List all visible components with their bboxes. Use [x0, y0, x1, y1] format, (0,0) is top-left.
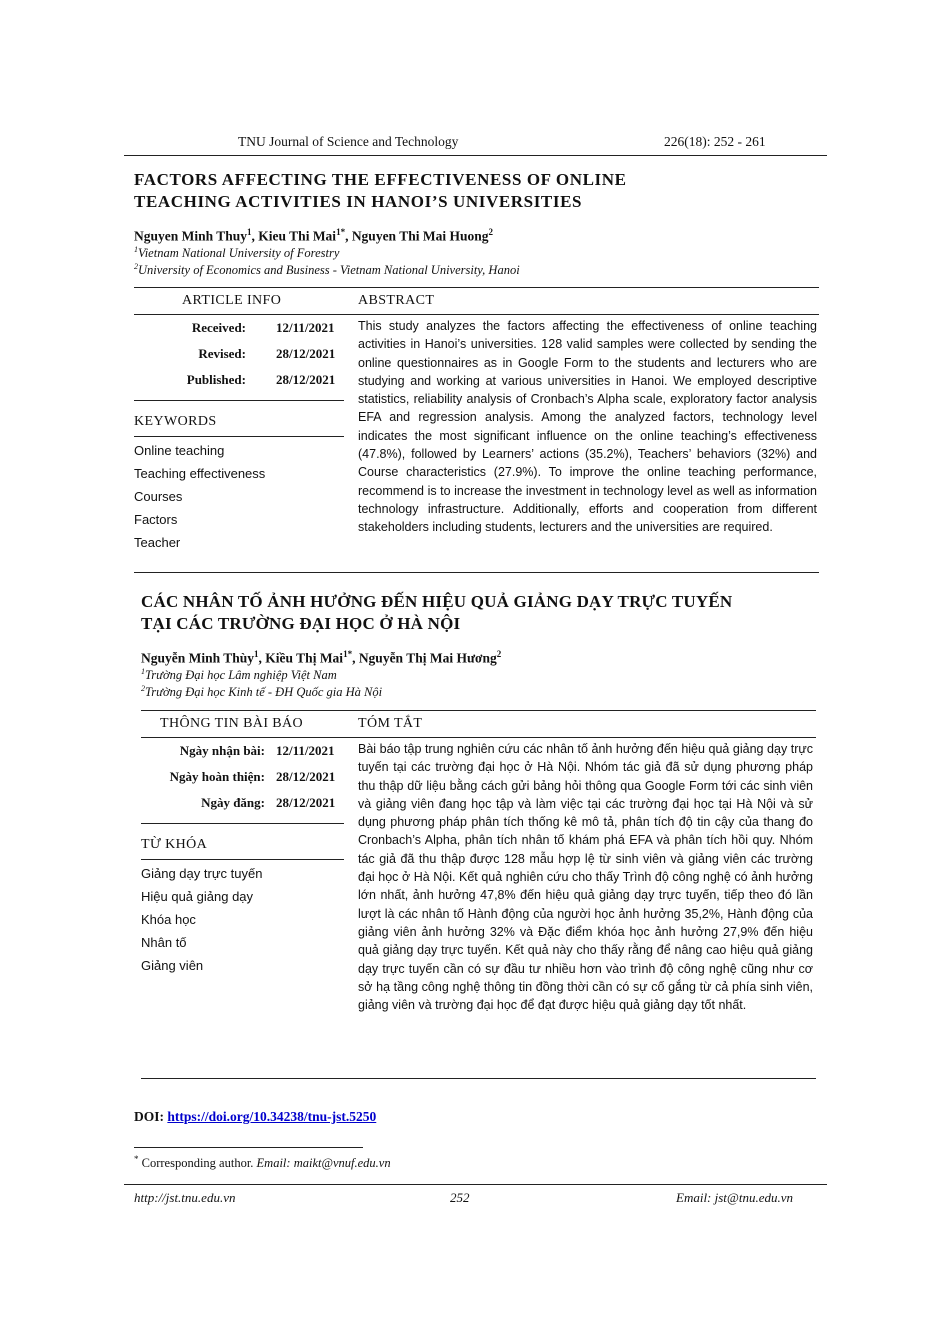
page-number: 252 [450, 1190, 470, 1205]
author-name: Nguyễn Minh Thùy [141, 650, 255, 666]
keyword: Nhân tố [141, 935, 187, 950]
vi-info-heading-rule [141, 737, 816, 738]
doi-link[interactable]: https://doi.org/10.34238/tnu-jst.5250 [167, 1109, 377, 1124]
keyword: Teaching effectiveness [134, 466, 266, 481]
vi-bottom-rule [141, 1078, 816, 1079]
received-label: Ngày nhận bài: [179, 743, 265, 758]
en-keywords-heading: KEYWORDS [134, 414, 217, 429]
keyword: Online teaching [134, 443, 225, 458]
vi-affiliation-1 [141, 667, 337, 683]
en-info-top-rule [134, 287, 819, 288]
keyword: Hiệu quả giảng dạy [141, 889, 254, 904]
author-name: Nguyễn Thị Mai Hương [358, 650, 497, 666]
doi [134, 1109, 376, 1125]
vi-keywords-heading: TỪ KHÓA [141, 837, 208, 852]
received-date: 12/11/2021 [276, 320, 335, 335]
footnote-email-label: Email: [256, 1156, 291, 1171]
revised-label: Revised: [198, 346, 246, 361]
aff-text: Vietnam National University of Forestry [138, 246, 340, 261]
author-sup: 2 [496, 649, 502, 659]
en-keywords-rule [134, 436, 344, 437]
author-name: Nguyen Thi Mai Huong [351, 228, 489, 244]
aff-sup: 2 [134, 262, 138, 271]
en-abstract-text: This study analyzes the factors affecting the effectiveness of online teaching activities in Hanoi’s universities. 128 valid samples were collected by sending the online questionnaires as in Google Form to the students and lecturers who are studying and working at various universities in Hanoi. We employed descriptive statistics, reliability analysis of Cronbach’s Alpha scale, exploratory factor analysis EFA and regression analysis. Among the analyzed factors, technology level indicates the most significant influence on the online teaching’s effectiveness (47.8%), followed by Learners’ actions (35.2%), Teachers’ behaviors (32%) and Course characteristics (27.9%). To improve the online teaching performance, recommend is to increase the investment in technology level as well as information technology infrastructure. Additionally, efforts and cooperation from different stakeholders including students, lecturers and the universities are required. [358, 319, 817, 535]
en-keywords-top-rule [134, 400, 344, 401]
vi-affiliation-2 [141, 684, 382, 700]
footnote [134, 1154, 391, 1171]
revised-date: 28/12/2021 [276, 346, 336, 361]
footer-rule [124, 1184, 827, 1185]
keyword: Giảng viên [141, 958, 204, 973]
header-rule [124, 155, 827, 156]
journal-name: TNU Journal of Science and Technology [238, 134, 459, 149]
vi-info-top-rule [141, 710, 816, 711]
footnote-rule [134, 1147, 363, 1148]
footer-website[interactable]: http://jst.tnu.edu.vn [134, 1190, 236, 1205]
published-label: Ngày đăng: [201, 795, 265, 810]
vi-keywords-top-rule [141, 823, 344, 824]
en-affiliation-2 [134, 262, 520, 278]
en-article-info-heading: ARTICLE INFO [182, 293, 282, 308]
vi-authors: Nguyễn Minh Thùy$^1$, Kiều Thị Mai$^{1*}$, Nguyễn Thị Mai Hương$^2$ [141, 649, 502, 666]
vi-title-line1: CÁC NHÂN TỐ ẢNH HƯỞNG ĐẾN HIỆU QUẢ GIẢNG DẠY TRỰC TUYẾN [141, 592, 733, 611]
keyword: Giảng dạy trực tuyến [141, 866, 263, 881]
vi-keywords-rule [141, 859, 344, 860]
footnote-email: maikt@vnuf.edu.vn [293, 1156, 391, 1171]
author-sup: 1* [343, 649, 353, 659]
author-sup: 1* [336, 227, 346, 237]
en-title [134, 169, 627, 213]
doi-label: DOI: [134, 1109, 164, 1124]
aff-sup: 1 [134, 245, 138, 254]
en-title-line1: FACTORS AFFECTING THE EFFECTIVENESS OF ONLINE [134, 170, 627, 189]
vi-abstract-text: Bài báo tập trung nghiên cứu các nhân tố ảnh hưởng đến hiệu quả giảng dạy trực tuyến tại các trường đại học ở Hà Nội. Nhóm tác giả đã sử dụng phương pháp thu thập dữ liệu bằng cách gửi bảng hỏi thông qua Google Form tới các sinh viên và giảng viên đang học tập và làm việc tại các trường đại học tại Hà Nội và sử dụng phương pháp phân tích thống kê mô tả, phân tích độ tin cậy của thang đo Cronbach’s Alpha, phân tích nhân tố khám phá EFA và phân tích hồi quy. Nhóm tác giả đã thu thập được 128 mẫu hợp lệ từ sinh viên và giảng viên các trường đại học ở Hà Nội. Kết quả nghiên cứu cho thấy Trình độ công nghệ có ảnh hưởng lớn nhất, ảnh hưởng 47,8% đến hiệu quả giảng dạy trực tuyến, tiếp theo đó lần lượt là các nhân tố Hành động của người học ảnh hưởng 35,2%, Hành động của giảng viên ảnh hưởng 32% và Đặc điểm khóa học ảnh hưởng 27,9% đến hiệu quả giảng dạy trực tuyến. Kết quả này cho thấy rằng để nâng cao hiệu quả giảng dạy trực tuyến cần có sự đầu tư nhiều hơn vào trình độ công nghệ cũng như cơ sở hạ tầng công nghệ thông tin đồng thời cần có sự cố gắng từ cả phía sinh viên, giảng viên và trường đại học để đạt được hiệu quả giảng dạy tốt nhất. [358, 742, 813, 1013]
author-name: Kiều Thị Mai [265, 650, 344, 666]
author-name: Kieu Thi Mai [258, 228, 337, 244]
en-affiliation-1 [134, 245, 339, 261]
author-sup: 2 [488, 227, 493, 237]
aff-text: University of Economics and Business - Vietnam National University, Hanoi [138, 263, 520, 278]
keyword: Courses [134, 489, 183, 504]
published-date: 28/12/2021 [276, 372, 336, 387]
published-date: 28/12/2021 [276, 795, 336, 810]
aff-text: Trường Đại học Kinh tế - ĐH Quốc gia Hà Nội [145, 685, 383, 700]
author-name: Nguyen Minh Thuy [134, 228, 248, 244]
keyword: Khóa học [141, 912, 196, 927]
en-authors: Nguyen Minh Thuy$^1$, Kieu Thi Mai$^{1*}$, Nguyen Thi Mai Huong$^2$ [134, 227, 493, 244]
en-title-line2: TEACHING ACTIVITIES IN HANOI’S UNIVERSITIES [134, 192, 583, 211]
footnote-mark: * [134, 1154, 139, 1164]
aff-sup: 1 [141, 667, 145, 676]
author-sup: 1 [254, 649, 259, 659]
footnote-text: Corresponding author. [141, 1156, 254, 1171]
vi-article-info-heading: THÔNG TIN BÀI BÁO [160, 716, 304, 731]
received-date: 12/11/2021 [276, 743, 335, 758]
vi-abstract-heading: TÓM TẮT [358, 716, 423, 731]
issue-pages: 226(18): 252 - 261 [664, 134, 766, 149]
revised-date: 28/12/2021 [276, 769, 336, 784]
keyword: Factors [134, 512, 178, 527]
keyword: Teacher [134, 535, 181, 550]
vi-title [141, 591, 732, 635]
received-label: Received: [191, 320, 246, 335]
aff-sup: 2 [141, 684, 145, 693]
footer-email: Email: jst@tnu.edu.vn [676, 1190, 794, 1205]
en-abstract-heading: ABSTRACT [358, 293, 435, 308]
published-label: Published: [186, 372, 246, 387]
vi-title-line2: TẠI CÁC TRƯỜNG ĐẠI HỌC Ở HÀ NỘI [141, 614, 461, 633]
aff-text: Trường Đại học Lâm nghiệp Việt Nam [145, 668, 337, 683]
revised-label: Ngày hoàn thiện: [169, 769, 265, 784]
en-info-heading-rule [134, 314, 819, 315]
author-sup: 1 [247, 227, 252, 237]
en-bottom-rule [134, 572, 819, 573]
